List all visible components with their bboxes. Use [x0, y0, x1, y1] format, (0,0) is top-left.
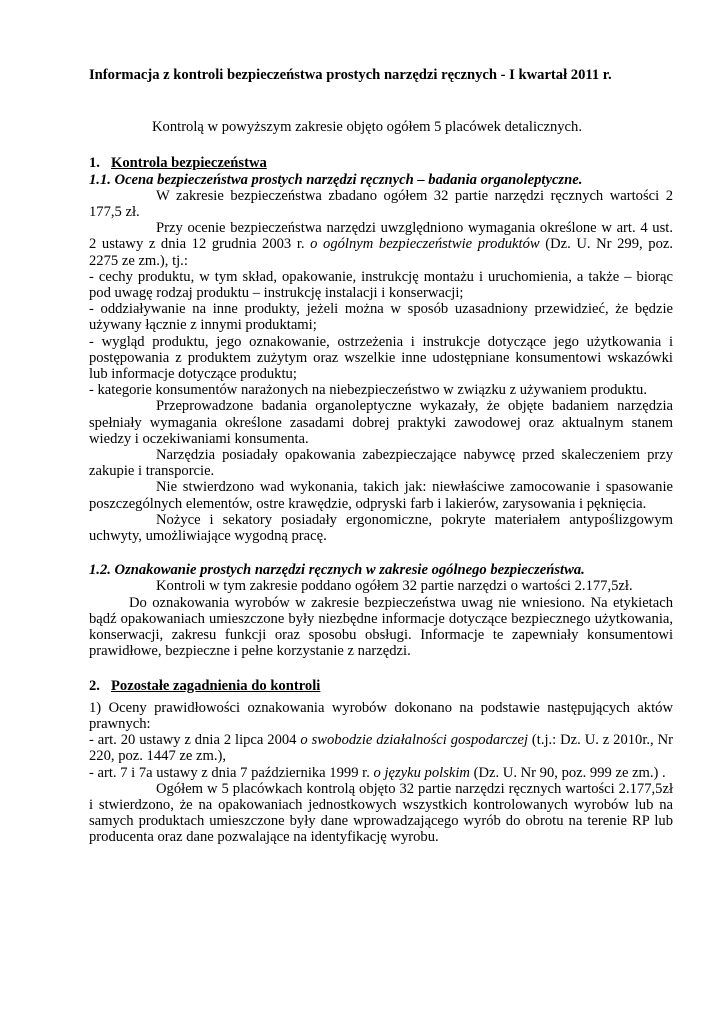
legal-act-item-text: - art. 20 ustawy z dnia 2 lipca 2004 — [89, 732, 301, 749]
bullet-item: - cechy produktu, w tym skład, opakowanie, instrukcję montażu i uruchomienia, a także – biorąc pod uwagę rodzaj produktu – instrukcję instalacji i konserwacji; — [89, 268, 673, 302]
act-title-italic: o swobodzie działalności gospodarczej — [300, 732, 529, 749]
paragraph-2-a: 1) Oceny prawidłowości oznakowania wyrobów dokonano na podstawie następujących aktów prawnych: — [89, 699, 673, 732]
paragraph-1-1-f: Nożyce i sekatory posiadały ergonomiczne, pokryte materiałem antypoślizgowym uchwyty, umożliwiające wygodną pracę. — [89, 511, 673, 545]
legal-act-item — [89, 732, 673, 764]
bullet-item: - oddziaływanie na inne produkty, jeżeli można w sposób uzasadniony przewidzieć, że będzie używany łącznie z innymi produktami; — [89, 301, 673, 334]
section-2-title: Pozostałe zagadnienia do kontroli — [111, 677, 321, 694]
paragraph-1-1-b-ref: (Dz. U. Nr 299, poz. 2275 ze zm.), tj.: — [89, 236, 673, 269]
section-1-number: 1. — [89, 155, 100, 172]
paragraph-1-1-e: Nie stwierdzono wad wykonania, takich jak: niewłaściwe zamocowanie i spasowanie poszczególnych elementów, ostre krawędzie, odpryski farb i lakierów, zarysowania i pęknięcia. — [89, 479, 673, 512]
legal-act-item — [89, 765, 673, 781]
legal-act-item-text: - art. 7 i 7a ustawy z dnia 7 października 1999 r. — [89, 764, 374, 781]
paragraph-1-1-d: Narzędzia posiadały opakowania zabezpieczające nabywcę przed skaleczeniem przy zakupie i transporcie. — [89, 447, 673, 480]
bullet-item: - wygląd produktu, jego oznakowanie, ostrzeżenia i instrukcje dotyczące jego użytkowania i postępowania z produktem zużytym oraz wszelkie inne udostępniane konsumentowi wskazówki lub informacje dotyczące produktu; — [89, 333, 673, 383]
paragraph-1-1-a: W zakresie bezpieczeństwa zbadano ogółem 32 partie narzędzi ręcznych wartości 2 177,5 zł. — [89, 187, 673, 221]
paragraph-1-1-b-text: Przy ocenie bezpieczeństwa narzędzi uwzględniono wymagania określone w art. 4 ust. 2 ustawy z dnia 12 grudnia 2003 r. — [89, 220, 673, 253]
subsection-1-2-heading: 1.2. Oznakowanie prostych narzędzi ręcznych w zakresie ogólnego bezpieczeństwa. — [89, 562, 585, 579]
legal-act-item-ref: (t.j.: Dz. U. z 2010r., Nr 220, poz. 1447 ze zm.), — [89, 732, 673, 765]
section-1-heading — [89, 155, 673, 171]
paragraph-1-2-a: Kontroli w tym zakresie poddano ogółem 32 partie narzędzi o wartości 2.177,5zł. — [156, 578, 633, 595]
section-1-title: Kontrola bezpieczeństwa — [111, 155, 267, 172]
section-2-number: 2. — [89, 677, 100, 694]
subsection-1-1-heading: 1.1. Ocena bezpieczeństwa prostych narzędzi ręcznych – badania organoleptyczne. — [89, 171, 583, 188]
intro-paragraph: Kontrolą w powyższym zakresie objęto ogółem 5 placówek detalicznych. — [152, 119, 582, 136]
bullet-item: - kategorie konsumentów narażonych na niebezpieczeństwo w związku z używaniem produktu. — [89, 382, 648, 399]
paragraph-1-1-b — [89, 220, 673, 269]
paragraph-1-2-b: Do oznakowania wyrobów w zakresie bezpieczeństwa uwag nie wniesiono. Na etykietach bądź opakowaniach umieszczone były niezbędne informacje dotyczące bezpiecznego użytkowania, konserwacji, zakresu funkcji oraz sposobu obsługi. Informacje te zapewniały konsumentowi prawidłowe, bezpieczne i pełne korzystanie z narzędzi. — [89, 594, 673, 660]
act-title-italic: o języku polskim — [373, 764, 470, 781]
legal-act-item-ref: (Dz. U. Nr 90, poz. 999 ze zm.) . — [469, 764, 666, 781]
act-title-italic: o ogólnym bezpieczeństwie produktów — [310, 236, 540, 253]
paragraph-1-1-c: Przeprowadzone badania organoleptyczne wykazały, że objęte badaniem narzędzia spełniały wymagania określone zasadami dobrej praktyki zawodowej oraz aktualnym stanem wiedzy i oczekiwaniami konsumenta. — [89, 398, 673, 447]
document-title: Informacja z kontroli bezpieczeństwa prostych narzędzi ręcznych - I kwartał 2011 r. — [89, 67, 612, 83]
section-2-heading — [89, 678, 673, 694]
paragraph-2-b: Ogółem w 5 placówkach kontrolą objęto 32 partie narzędzi ręcznych wartości 2.177,5zł i stwierdzono, że na opakowaniach jednostkowych wszystkich kontrolowanych wyrobów lub na samych produktach umieszczone były dane wprowadzającego wyrób do obrotu na terenie RP lub producenta oraz dane pozwalające na identyfikację wyrobu. — [89, 780, 673, 846]
